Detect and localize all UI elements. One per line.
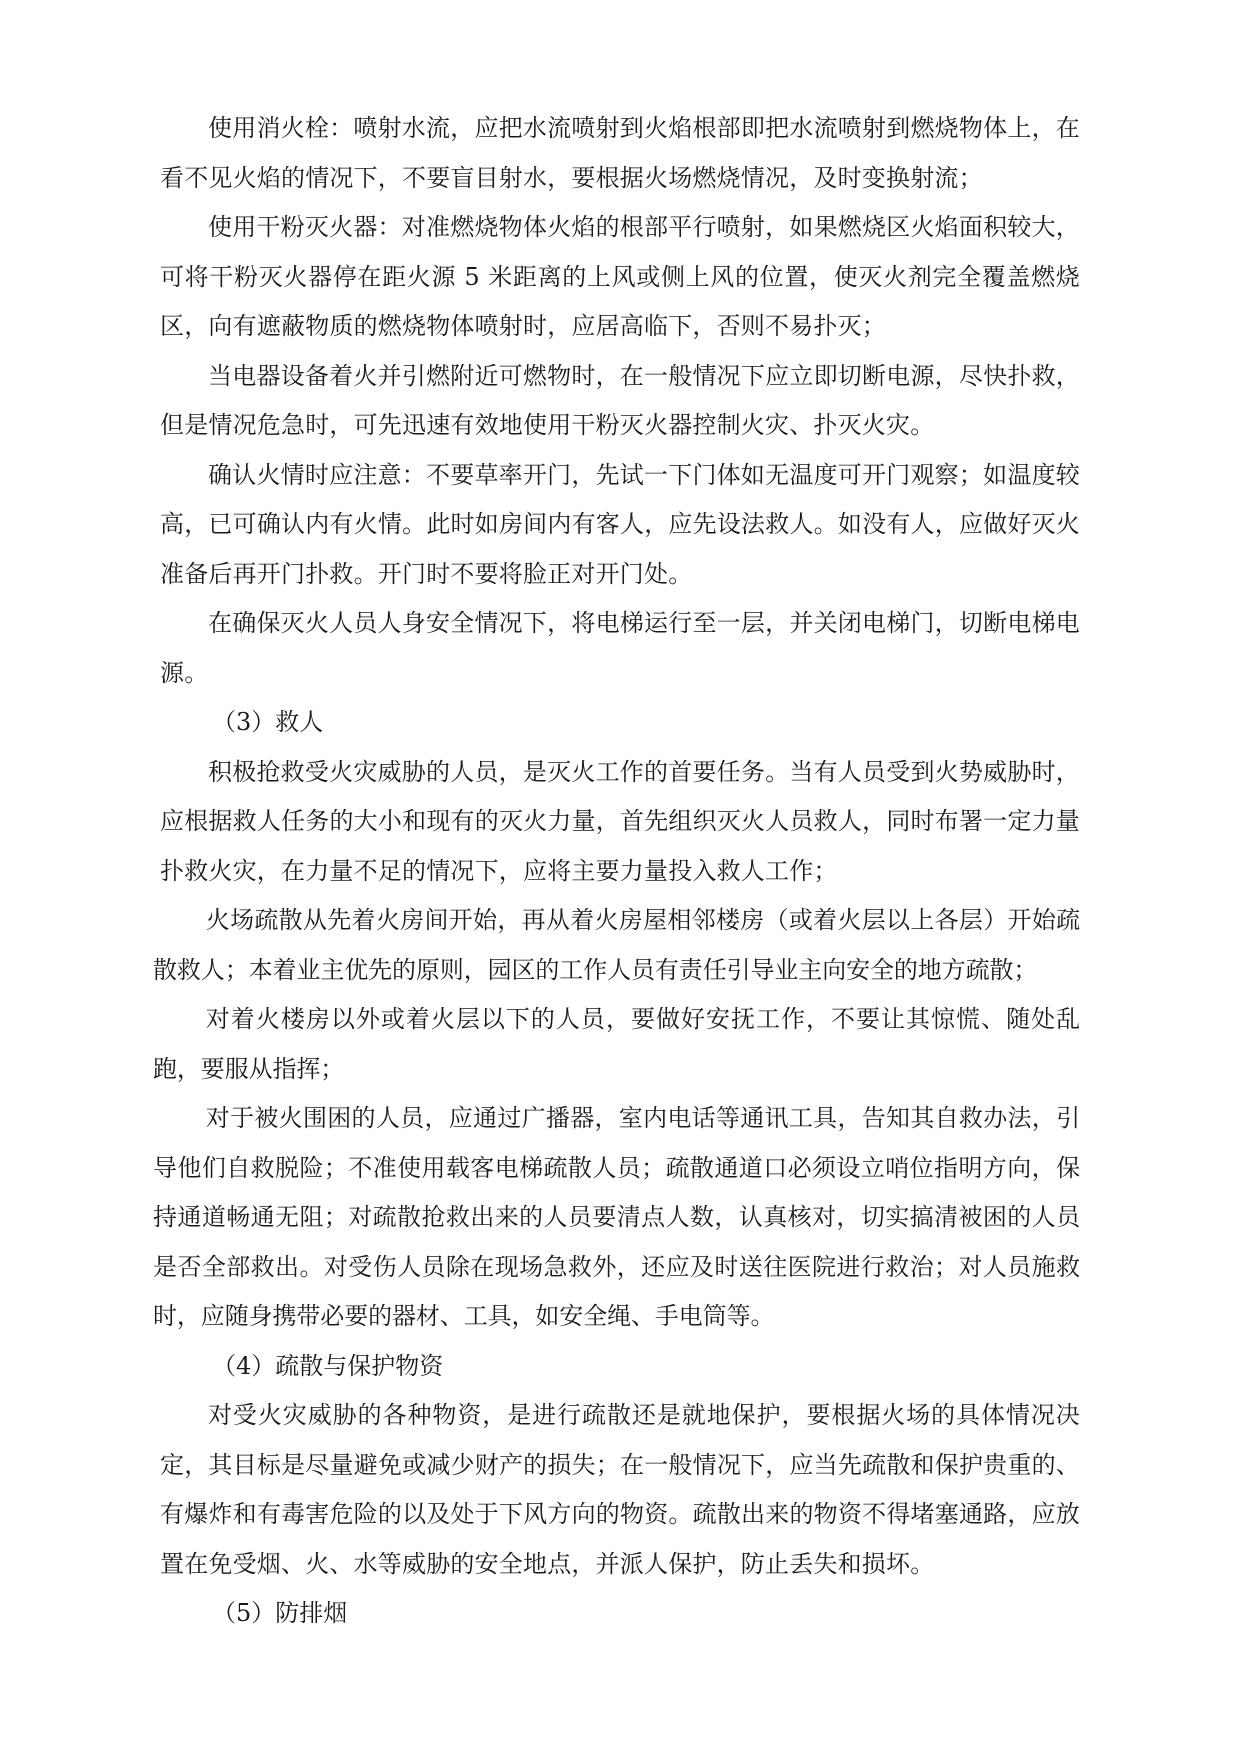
section-heading-rescue: （3）救人 — [212, 708, 324, 736]
paragraph-electrical-fire: 当电器设备着火并引燃附近可燃物时，在一般情况下应立即切断电源，尽快扑救，但是情况危急时，可先迅速有效地使用干粉灭火器控制火灾、扑灭火灾。 — [160, 361, 1080, 439]
paragraph-evacuation-order: 火场疏散从先着火房间开始，再从着火房屋相邻楼房（或着火层以上各层）开始疏散救人；本着业主优先的原则，园区的工作人员有责任引导业主向安全的地方疏散； — [153, 906, 1080, 984]
paragraph-hydrant: 使用消火栓：喷射水流，应把水流喷射到火焰根部即把水流喷射到燃烧物体上，在看不见火焰的情况下，不要盲目射水，要根据火场燃烧情况，及时变换射流； — [160, 114, 1080, 192]
paragraph-confirm-fire: 确认火情时应注意：不要草率开门，先试一下门体如无温度可开门观察；如温度较高，已可确认内有火情。此时如房间内有客人，应先设法救人。如没有人，应做好灭火准备后再开门扑救。开门时不要将脸正对开门处。 — [160, 460, 1080, 588]
section-heading-materials: （4）疏散与保护物资 — [212, 1351, 444, 1380]
document-body — [153, 104, 1080, 1639]
paragraph-elevator: 在确保灭火人员人身安全情况下，将电梯运行至一层，并关闭电梯门，切断电梯电源。 — [160, 609, 1080, 687]
paragraph-dry-powder: 使用干粉灭火器：对准燃烧物体火焰的根部平行喷射，如果燃烧区火焰面积较大，可将干粉灭火器停在距火源 5 米距离的上风或侧上风的位置，使灭火剂完全覆盖燃烧区，向有遮蔽物质的燃烧物体喷射时，应居高临下，否则不易扑灭； — [160, 213, 1080, 340]
section-heading-smoke: （5）防排烟 — [212, 1599, 348, 1627]
paragraph-trapped-persons: 对于被火围困的人员，应通过广播器，室内电话等通讯工具，告知其自救办法，引导他们自救脱险；不准使用载客电梯疏散人员；疏散通道口必须设立哨位指明方向，保持通道畅通无阻；对疏散抢救出来的人员要清点人数，认真核对，切实搞清被困的人员是否全部救出。对受伤人员除在现场急救外，还应及时送往医院进行救治；对人员施救时，应随身携带必要的器材、工具，如安全绳、手电筒等。 — [153, 1104, 1080, 1330]
paragraph-rescue-priority: 积极抢救受火灾威胁的人员，是灭火工作的首要任务。当有人员受到火势威胁时，应根据救人任务的大小和现有的灭火力量，首先组织灭火人员救人，同时布署一定力量扑救火灾，在力量不足的情况下，应将主要力量投入救人工作； — [160, 757, 1080, 885]
paragraph-reassure: 对着火楼房以外或着火层以下的人员，要做好安抚工作，不要让其惊慌、随处乱跑，要服从指挥； — [153, 1005, 1080, 1083]
paragraph-materials: 对受火灾威胁的各种物资，是进行疏散还是就地保护，要根据火场的具体情况决定，其目标是尽量避免或减少财产的损失；在一般情况下，应当先疏散和保护贵重的、有爆炸和有毒害危险的以及处于下风方向的物资。疏散出来的物资不得堵塞通路，应放置在免受烟、火、水等威胁的安全地点，并派人保护，防止丢失和损坏。 — [160, 1401, 1080, 1578]
